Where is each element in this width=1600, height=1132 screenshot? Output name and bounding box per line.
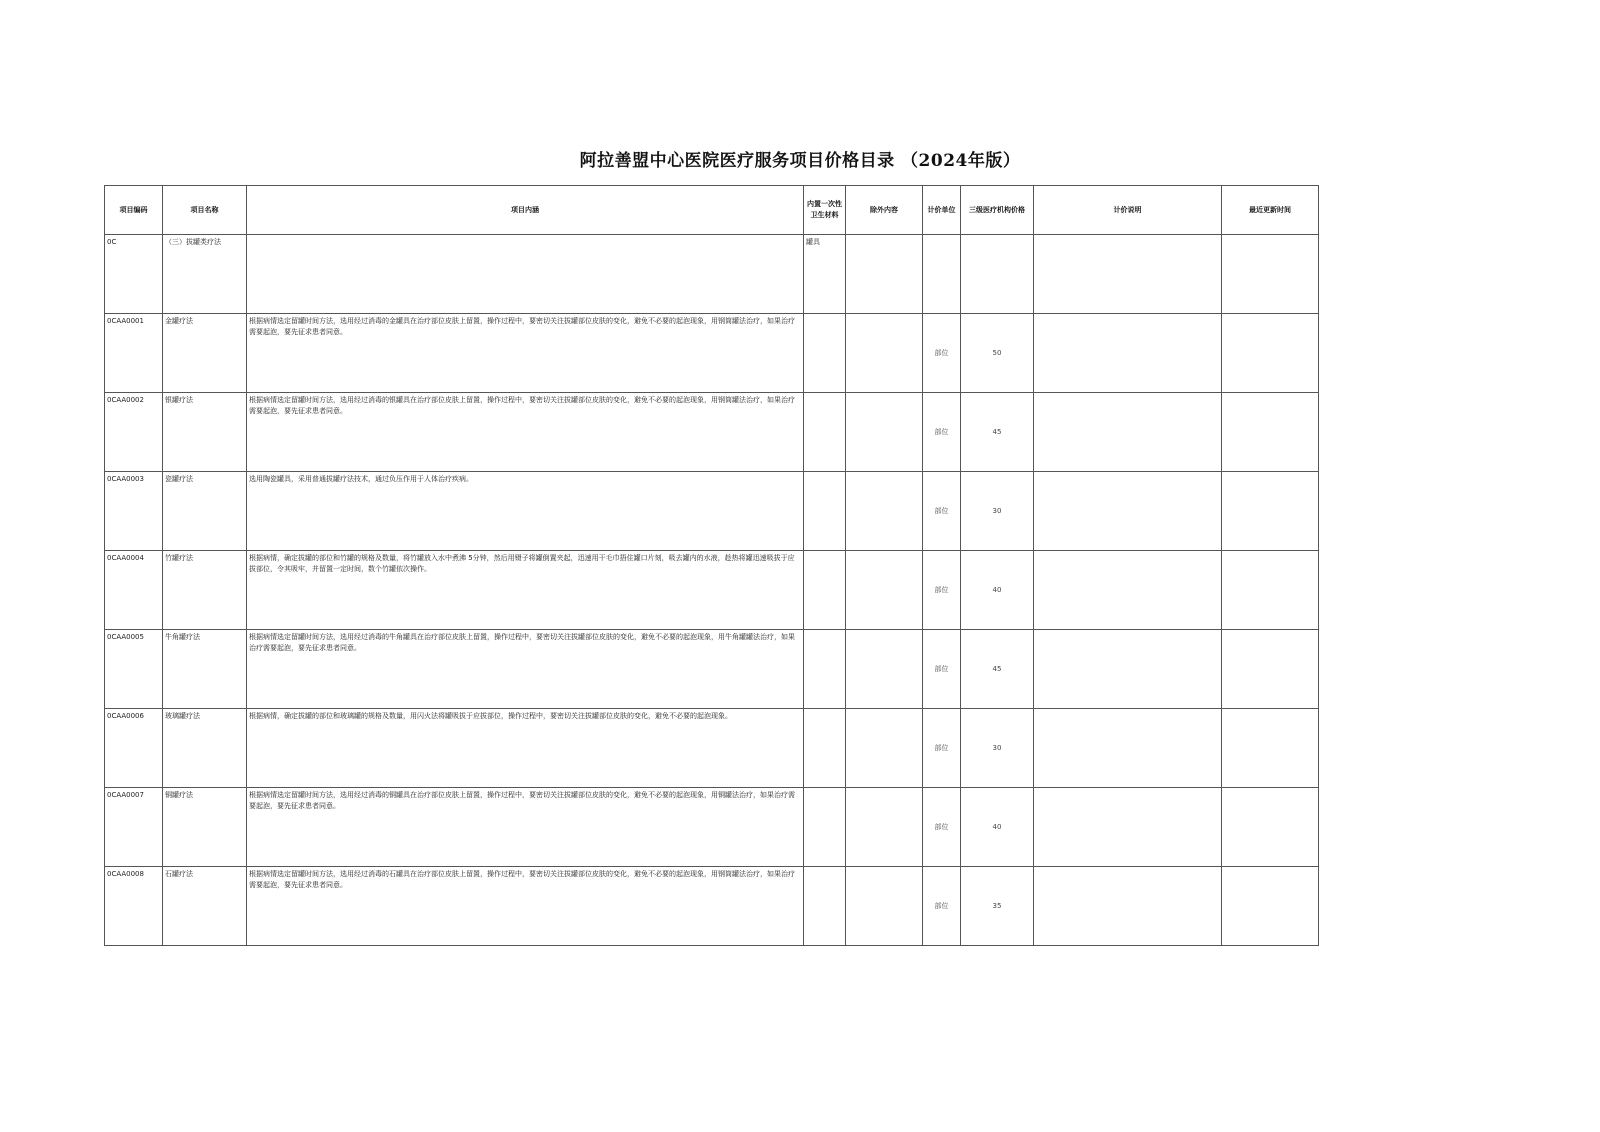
cell-excluded [846, 788, 923, 867]
cell-code: 0C [105, 235, 163, 314]
cell-notes [1034, 867, 1222, 946]
header-excluded: 除外内容 [846, 186, 923, 235]
cell-notes [1034, 235, 1222, 314]
cell-content: 根据病情选定留罐时间方法，选用经过消毒的银罐具在治疗部位皮肤上留置，操作过程中，要密切关注拔罐部位皮肤的变化，避免不必要的起泡现象，用钢筒罐法治疗，如果治疗需要起泡，要先征求患者同意。 [247, 393, 804, 472]
cell-material [804, 867, 846, 946]
cell-name: 铜罐疗法 [163, 788, 247, 867]
cell-excluded [846, 472, 923, 551]
cell-code: 0CAA0003 [105, 472, 163, 551]
page-title: 阿拉善盟中心医院医疗服务项目价格目录 （2024年版） [579, 151, 1021, 171]
cell-unit: 部位 [923, 551, 961, 630]
table-header-row [105, 186, 1319, 235]
cell-unit: 部位 [923, 709, 961, 788]
cell-material [804, 393, 846, 472]
cell-name: 竹罐疗法 [163, 551, 247, 630]
cell-name: （三）拔罐类疗法 [163, 235, 247, 314]
cell-price: 40 [961, 788, 1034, 867]
cell-updated [1222, 472, 1319, 551]
table-row [105, 551, 1319, 630]
cell-excluded [846, 867, 923, 946]
cell-material [804, 788, 846, 867]
cell-content: 根据病情选定留罐时间方法，选用经过消毒的金罐具在治疗部位皮肤上留置，操作过程中，要密切关注拔罐部位皮肤的变化，避免不必要的起泡现象，用钢筒罐法治疗，如果治疗需要起泡，要先征求患者同意。 [247, 314, 804, 393]
cell-content: 根据病情选定留罐时间方法，选用经过消毒的牛角罐具在治疗部位皮肤上留置，操作过程中，要密切关注拔罐部位皮肤的变化，避免不必要的起泡现象，用牛角罐罐法治疗，如果治疗需要起泡，要先征求患者同意。 [247, 630, 804, 709]
cell-material [804, 472, 846, 551]
cell-excluded [846, 314, 923, 393]
cell-updated [1222, 788, 1319, 867]
table-row [105, 472, 1319, 551]
cell-notes [1034, 551, 1222, 630]
cell-price [961, 235, 1034, 314]
cell-excluded [846, 709, 923, 788]
table-row [105, 314, 1319, 393]
cell-material: 罐具 [804, 235, 846, 314]
cell-unit: 部位 [923, 393, 961, 472]
cell-material [804, 314, 846, 393]
cell-excluded [846, 630, 923, 709]
cell-code: 0CAA0006 [105, 709, 163, 788]
table-row [105, 709, 1319, 788]
cell-name: 银罐疗法 [163, 393, 247, 472]
cell-material [804, 709, 846, 788]
table-row [105, 235, 1319, 314]
cell-notes [1034, 314, 1222, 393]
cell-updated [1222, 235, 1319, 314]
cell-notes [1034, 630, 1222, 709]
cell-code: 0CAA0004 [105, 551, 163, 630]
header-code: 项目编码 [105, 186, 163, 235]
cell-notes [1034, 709, 1222, 788]
header-updated: 最近更新时间 [1222, 186, 1319, 235]
cell-content: 根据病情选定留罐时间方法，选用经过消毒的石罐具在治疗部位皮肤上留置，操作过程中，要密切关注拔罐部位皮肤的变化，避免不必要的起泡现象，用钢筒罐法治疗，如果治疗需要起泡，要先征求患者同意。 [247, 867, 804, 946]
cell-unit [923, 235, 961, 314]
cell-notes [1034, 393, 1222, 472]
cell-material [804, 630, 846, 709]
cell-name: 牛角罐疗法 [163, 630, 247, 709]
cell-material [804, 551, 846, 630]
header-material: 内置一次性卫生材料 [804, 186, 846, 235]
cell-unit: 部位 [923, 314, 961, 393]
table-row [105, 630, 1319, 709]
cell-price: 40 [961, 551, 1034, 630]
cell-content: 根据病情，确定拔罐的部位和玻璃罐的规格及数量，用闪火法将罐吸拔于应拔部位，操作过程中，要密切关注拔罐部位皮肤的变化，避免不必要的起泡现象。 [247, 709, 804, 788]
table-row [105, 867, 1319, 946]
cell-price: 30 [961, 709, 1034, 788]
cell-content: 根据病情选定留罐时间方法，选用经过消毒的铜罐具在治疗部位皮肤上留置，操作过程中，要密切关注拔罐部位皮肤的变化，避免不必要的起泡现象，用铜罐法治疗，如果治疗需要起泡，要先征求患者同意。 [247, 788, 804, 867]
cell-excluded [846, 551, 923, 630]
header-content: 项目内涵 [247, 186, 804, 235]
cell-content [247, 235, 804, 314]
cell-updated [1222, 630, 1319, 709]
cell-unit: 部位 [923, 472, 961, 551]
cell-unit: 部位 [923, 867, 961, 946]
cell-code: 0CAA0001 [105, 314, 163, 393]
header-notes: 计价说明 [1034, 186, 1222, 235]
cell-updated [1222, 314, 1319, 393]
cell-name: 石罐疗法 [163, 867, 247, 946]
cell-price: 45 [961, 630, 1034, 709]
header-unit: 计价单位 [923, 186, 961, 235]
cell-code: 0CAA0008 [105, 867, 163, 946]
cell-updated [1222, 709, 1319, 788]
cell-notes [1034, 788, 1222, 867]
cell-code: 0CAA0005 [105, 630, 163, 709]
table-row [105, 393, 1319, 472]
cell-name: 玻璃罐疗法 [163, 709, 247, 788]
cell-price: 35 [961, 867, 1034, 946]
header-price: 三级医疗机构价格 [961, 186, 1034, 235]
cell-excluded [846, 235, 923, 314]
table-row [105, 788, 1319, 867]
cell-price: 30 [961, 472, 1034, 551]
cell-updated [1222, 393, 1319, 472]
cell-price: 50 [961, 314, 1034, 393]
cell-updated [1222, 551, 1319, 630]
cell-updated [1222, 867, 1319, 946]
cell-code: 0CAA0002 [105, 393, 163, 472]
cell-content: 选用陶瓷罐具，采用普通拔罐疗法技术，通过负压作用于人体治疗疾病。 [247, 472, 804, 551]
cell-notes [1034, 472, 1222, 551]
cell-unit: 部位 [923, 630, 961, 709]
cell-code: 0CAA0007 [105, 788, 163, 867]
cell-unit: 部位 [923, 788, 961, 867]
cell-excluded [846, 393, 923, 472]
cell-name: 金罐疗法 [163, 314, 247, 393]
header-name: 项目名称 [163, 186, 247, 235]
cell-name: 瓷罐疗法 [163, 472, 247, 551]
price-catalog-table [104, 185, 1319, 946]
cell-price: 45 [961, 393, 1034, 472]
cell-content: 根据病情，确定拔罐的部位和竹罐的规格及数量，将竹罐放入水中煮沸 5分钟，然后用镊子将罐倒置夹起，迅速用干毛巾捂住罐口片刻，吸去罐内的水液，趁热将罐迅速吸拔于应拔部位，令其吸牢，并留置一定时间，数个竹罐依次操作。 [247, 551, 804, 630]
